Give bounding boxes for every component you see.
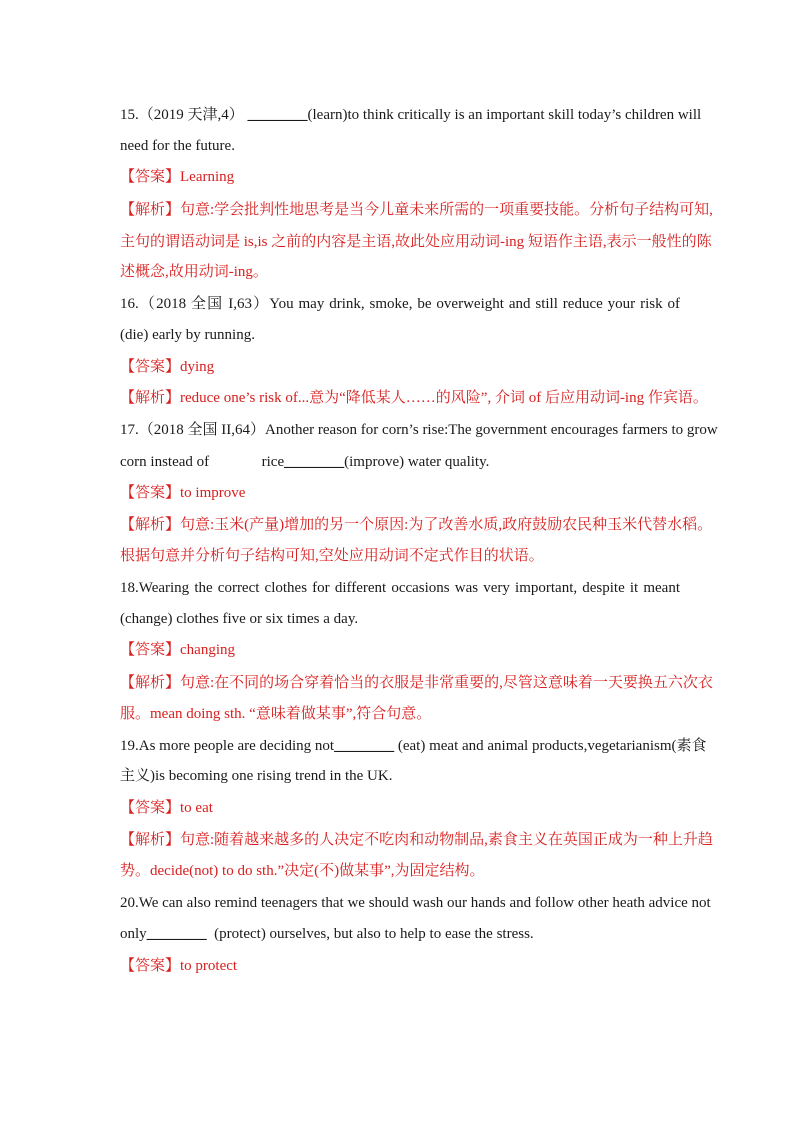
question-text: (protect) ourselves, but also to help to ease the stress. <box>206 926 534 942</box>
question-17-analysis-2: 根据句意并分析句子结构可知,空处应用动词不定式作目的状语。 <box>120 548 544 564</box>
question-text: only <box>120 926 147 942</box>
question-16-answer: 【答案】dying <box>120 359 215 375</box>
question-text: (learn)to think critically is an important skill today’s children will <box>307 107 702 123</box>
question-18-line-1: 18.Wearing the correct clothes for different occasions was very important, despite it meant <box>120 580 680 596</box>
question-15-analysis-3: 述概念,故用动词-ing。 <box>120 264 268 280</box>
question-17-line-1: 17.（2018 全国 II,64）Another reason for corn’s rise:The government encourages farmers to grow <box>120 422 718 438</box>
answer-blank: ________ <box>334 738 395 754</box>
question-16-line-1: 16.（2018 全国 I,63）You may drink, smoke, be overweight and still reduce your risk of <box>120 296 680 312</box>
answer-blank: ________ <box>284 454 345 470</box>
question-19-line-1 <box>120 737 707 755</box>
question-17-line-2 <box>120 453 680 471</box>
question-20-answer: 【答案】to protect <box>120 958 238 974</box>
question-18-analysis-2: 服。mean doing sth. “意味着做某事”,符合句意。 <box>120 706 432 722</box>
question-15-answer: 【答案】Learning <box>120 169 235 185</box>
question-18-answer: 【答案】changing <box>120 642 235 658</box>
question-16-analysis-1: 【解析】reduce one’s risk of...意为“降低某人……的风险”, 介词 of 后应用动词-ing 作宾语。 <box>120 390 708 406</box>
question-19-analysis-1: 【解析】句意:随着越来越多的人决定不吃肉和动物制品,素食主义在英国正成为一种上升趋 <box>120 832 713 848</box>
answer-blank: ________ <box>146 926 207 942</box>
question-15-line-2: need for the future. <box>120 138 235 154</box>
question-17-answer: 【答案】to improve <box>120 485 246 501</box>
question-19-answer: 【答案】to eat <box>120 800 213 816</box>
question-text: (improve) water quality. <box>344 454 490 470</box>
answer-blank: ________ <box>247 107 308 123</box>
question-15-line-1 <box>120 106 702 124</box>
question-18-line-2: (change) clothes five or six times a day. <box>120 611 359 627</box>
question-text: 19.As more people are deciding not <box>120 738 335 754</box>
question-15-analysis-1: 【解析】句意:学会批判性地思考是当今儿童未来所需的一项重要技能。分析句子结构可知, <box>120 202 713 218</box>
question-16-line-2: (die) early by running. <box>120 327 255 343</box>
question-20-line-1: 20.We can also remind teenagers that we should wash our hands and follow other heath advice not <box>120 895 711 911</box>
question-text: corn instead of rice <box>120 454 285 470</box>
question-15-analysis-2: 主句的谓语动词是 is,is 之前的内容是主语,故此处应用动词-ing 短语作主语,表示一般性的陈 <box>120 234 712 250</box>
question-18-analysis-1: 【解析】句意:在不同的场合穿着恰当的衣服是非常重要的,尽管这意味着一天要换五六次衣 <box>120 675 713 691</box>
question-20-line-2 <box>120 925 680 943</box>
question-text: 15.（2019 天津,4） <box>120 107 248 123</box>
question-19-line-2: 主义)is becoming one rising trend in the UK. <box>120 768 393 784</box>
question-17-analysis-1: 【解析】句意:玉米(产量)增加的另一个原因:为了改善水质,政府鼓励农民种玉米代替水稻。 <box>120 517 713 533</box>
question-text: (eat) meat and animal products,vegetarianism(素食 <box>394 738 707 754</box>
question-19-analysis-2: 势。decide(not) to do sth.”决定(不)做某事”,为固定结构。 <box>120 863 485 879</box>
